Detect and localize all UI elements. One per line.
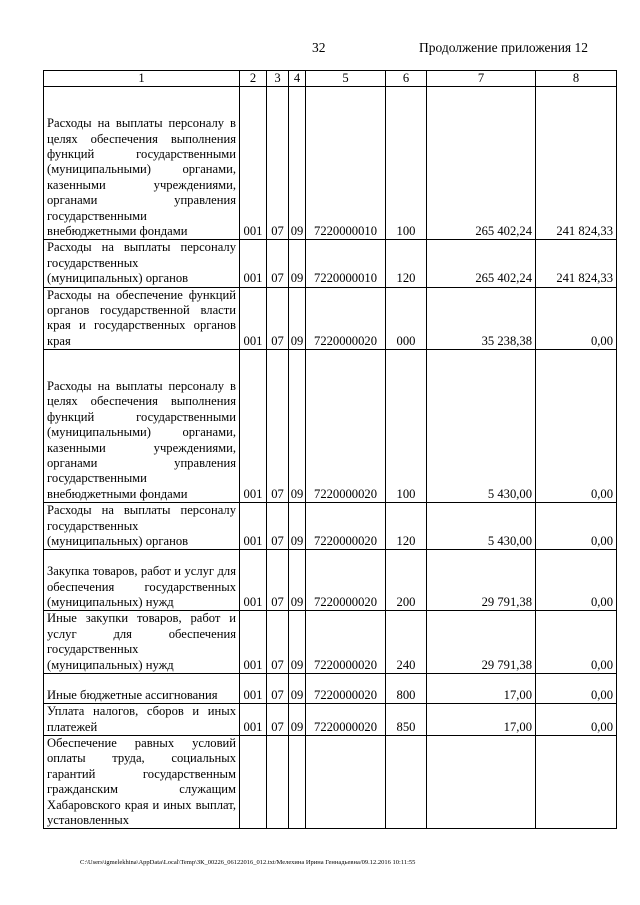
amount-actual-cell: 0,00	[536, 704, 617, 736]
budget-table	[43, 70, 617, 829]
code-subsection-cell: 09	[289, 674, 306, 704]
amount-actual-cell: 241 824,33	[536, 87, 617, 240]
code-admin-cell: 001	[240, 704, 267, 736]
row-name-cell: Иные закупки товаров, работ и услуг для обеспечения государственных (муниципальных) нужд	[44, 611, 240, 674]
code-type-cell: 120	[386, 503, 427, 550]
amount-plan-cell: 5 430,00	[427, 503, 536, 550]
code-admin-cell: 001	[240, 611, 267, 674]
footer-path: C:\Users\igmelekhina\AppData\Local\Temp\ЗК_00226_06122016_012.txt/Мелехина Ирина Геннадьевна/09.12.2016 10:11:55	[80, 859, 416, 866]
amount-plan-cell: 265 402,24	[427, 87, 536, 240]
amount-plan-cell	[427, 735, 536, 828]
table-row	[44, 503, 617, 550]
code-section-cell: 07	[267, 611, 289, 674]
code-subsection-cell	[289, 735, 306, 828]
code-target-cell: 7220000020	[306, 704, 386, 736]
row-name-cell: Уплата налогов, сборов и иных платежей	[44, 704, 240, 736]
code-type-cell: 240	[386, 611, 427, 674]
code-subsection-cell: 09	[289, 611, 306, 674]
code-type-cell: 120	[386, 240, 427, 287]
code-target-cell: 7220000020	[306, 550, 386, 611]
amount-actual-cell: 0,00	[536, 503, 617, 550]
code-type-cell: 850	[386, 704, 427, 736]
amount-plan-cell: 265 402,24	[427, 240, 536, 287]
column-header: 5	[306, 71, 386, 87]
row-name-cell: Закупка товаров, работ и услуг для обеспечения государственных (муниципальных) нужд	[44, 550, 240, 611]
code-section-cell: 07	[267, 550, 289, 611]
column-header: 6	[386, 71, 427, 87]
code-type-cell: 000	[386, 287, 427, 350]
code-admin-cell: 001	[240, 87, 267, 240]
code-section-cell: 07	[267, 287, 289, 350]
page-number: 32	[312, 40, 326, 55]
table-row	[44, 704, 617, 736]
amount-actual-cell	[536, 735, 617, 828]
amount-actual-cell: 0,00	[536, 611, 617, 674]
column-header: 7	[427, 71, 536, 87]
code-subsection-cell: 09	[289, 240, 306, 287]
amount-plan-cell: 17,00	[427, 674, 536, 704]
code-admin-cell: 001	[240, 550, 267, 611]
code-admin-cell: 001	[240, 350, 267, 503]
column-header: 1	[44, 71, 240, 87]
code-subsection-cell: 09	[289, 550, 306, 611]
code-subsection-cell: 09	[289, 87, 306, 240]
code-section-cell: 07	[267, 350, 289, 503]
row-name-cell: Расходы на выплаты персоналу государственных (муниципальных) органов	[44, 503, 240, 550]
code-type-cell: 100	[386, 87, 427, 240]
table-row	[44, 550, 617, 611]
code-target-cell: 7220000020	[306, 503, 386, 550]
code-section-cell: 07	[267, 87, 289, 240]
code-section-cell: 07	[267, 503, 289, 550]
amount-actual-cell: 0,00	[536, 287, 617, 350]
column-header: 4	[289, 71, 306, 87]
table-row	[44, 240, 617, 287]
amount-actual-cell: 0,00	[536, 550, 617, 611]
code-subsection-cell: 09	[289, 287, 306, 350]
code-target-cell: 7220000010	[306, 87, 386, 240]
row-name-cell: Иные бюджетные ассигнования	[44, 674, 240, 704]
code-target-cell: 7220000020	[306, 287, 386, 350]
row-name-cell: Расходы на выплаты персоналу в целях обеспечения выполнения функций государственными (муниципальными) органами, казенными учреждениями, органами управления государственными внебюджетными фондами	[44, 350, 240, 503]
code-target-cell: 7220000020	[306, 611, 386, 674]
code-subsection-cell: 09	[289, 350, 306, 503]
continuation-label: Продолжение приложения 12	[419, 40, 589, 55]
column-header: 3	[267, 71, 289, 87]
code-section-cell: 07	[267, 704, 289, 736]
row-name-cell: Расходы на обеспечение функций органов государственной власти края и государственных органов края	[44, 287, 240, 350]
code-type-cell	[386, 735, 427, 828]
code-subsection-cell: 09	[289, 704, 306, 736]
row-name-cell: Расходы на выплаты персоналу государственных (муниципальных) органов	[44, 240, 240, 287]
table-header-row	[44, 71, 617, 87]
row-name-cell: Расходы на выплаты персоналу в целях обеспечения выполнения функций государственными (муниципальными) органами, казенными учреждениями, органами управления государственными внебюджетными фондами	[44, 87, 240, 240]
code-admin-cell: 001	[240, 503, 267, 550]
code-section-cell	[267, 735, 289, 828]
table-row	[44, 735, 617, 828]
row-name-cell: Обеспечение равных условий оплаты труда, социальных гарантий государственным гражданским служащим Хабаровского края и иных выплат, установленных	[44, 735, 240, 828]
code-type-cell: 200	[386, 550, 427, 611]
column-header: 8	[536, 71, 617, 87]
table-row	[44, 674, 617, 704]
table-row	[44, 287, 617, 350]
code-section-cell: 07	[267, 240, 289, 287]
code-subsection-cell: 09	[289, 503, 306, 550]
amount-plan-cell: 5 430,00	[427, 350, 536, 503]
code-admin-cell: 001	[240, 287, 267, 350]
code-target-cell	[306, 735, 386, 828]
amount-plan-cell: 35 238,38	[427, 287, 536, 350]
code-target-cell: 7220000010	[306, 240, 386, 287]
code-type-cell: 800	[386, 674, 427, 704]
code-target-cell: 7220000020	[306, 674, 386, 704]
code-target-cell: 7220000020	[306, 350, 386, 503]
code-admin-cell: 001	[240, 674, 267, 704]
amount-actual-cell: 0,00	[536, 674, 617, 704]
table-body	[44, 87, 617, 829]
amount-plan-cell: 17,00	[427, 704, 536, 736]
column-header: 2	[240, 71, 267, 87]
code-type-cell: 100	[386, 350, 427, 503]
amount-actual-cell: 0,00	[536, 350, 617, 503]
code-section-cell: 07	[267, 674, 289, 704]
amount-plan-cell: 29 791,38	[427, 611, 536, 674]
table-row	[44, 350, 617, 503]
amount-actual-cell: 241 824,33	[536, 240, 617, 287]
table-row	[44, 87, 617, 240]
amount-plan-cell: 29 791,38	[427, 550, 536, 611]
table-row	[44, 611, 617, 674]
code-admin-cell	[240, 735, 267, 828]
code-admin-cell: 001	[240, 240, 267, 287]
